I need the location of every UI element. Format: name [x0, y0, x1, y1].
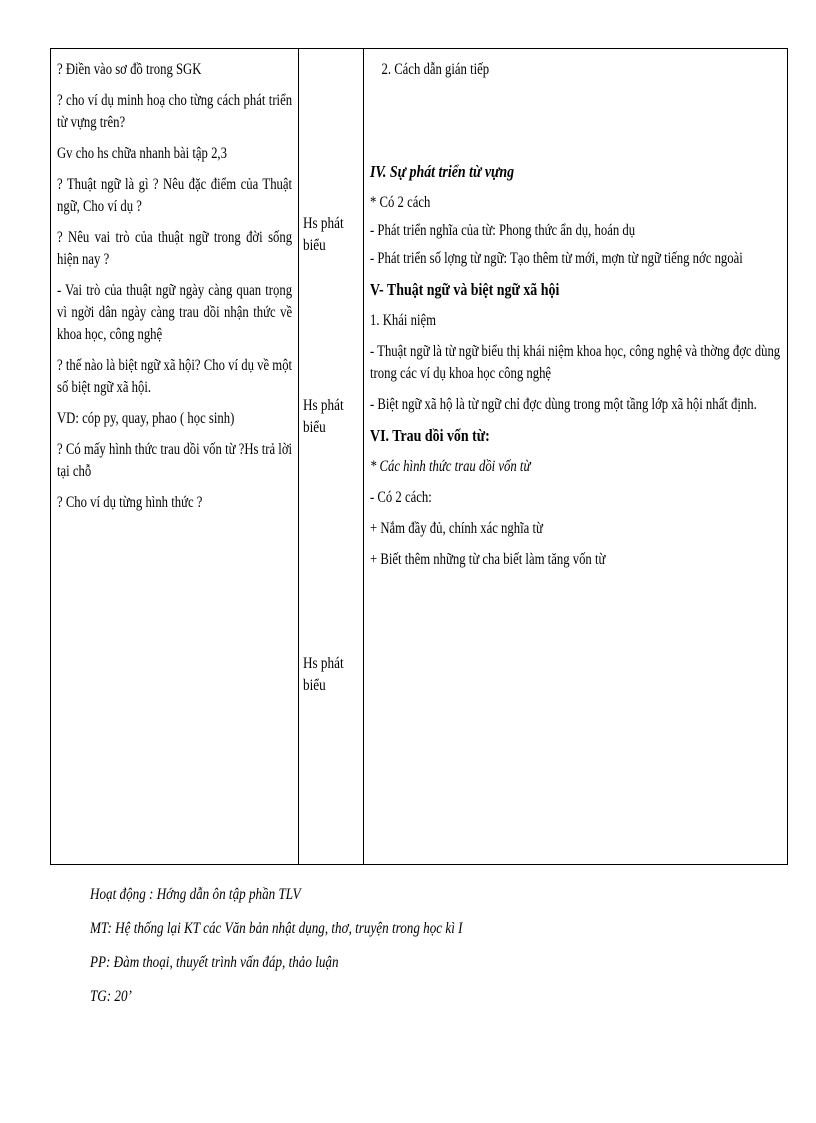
content-line: - Có 2 cách:	[370, 489, 432, 506]
content-line: + Nắm đầy đủ, chính xác nghĩa từ	[370, 520, 543, 537]
activity-objective: MT: Hệ thống lại KT các Văn bản nhật dụng, thơ, truyện trong học kì I	[90, 920, 463, 937]
list-item: 2. Cách dẫn gián tiếp	[381, 61, 490, 78]
content-line: + Biết thêm những từ cha biết làm tăng vốn từ	[370, 551, 606, 568]
question-text: ? Nêu vai trò của thuật ngữ trong đời sống hiện nay ?	[57, 229, 293, 268]
content-line: - Biệt ngữ xã hộ là từ ngữ chỉ đợc dùng trong một tầng lớp xã hội nhất định.	[370, 396, 757, 413]
question-text: ? Có mấy hình thức trau dồi vốn từ ?Hs trả lời tại chỗ	[57, 441, 293, 480]
student-activity-text: Hs phát biểu	[303, 215, 344, 254]
section-heading: V- Thuật ngữ và biệt ngữ xã hội	[370, 280, 560, 299]
section-heading: IV. Sự phát triển từ vựng	[370, 162, 515, 181]
content-line: - Phát triển số lợng từ ngữ: Tạo thêm từ mới, mợn từ ngữ tiếng nớc ngoài	[370, 250, 743, 267]
activity-time: TG: 20’	[90, 988, 132, 1005]
content-line: - Phát triển nghĩa của từ: Phong thức ẩn dụ, hoán dụ	[370, 222, 636, 239]
activity-footer	[90, 884, 770, 1020]
student-activity-text: Hs phát biểu	[303, 397, 344, 436]
question-text: ? cho ví dụ minh hoạ cho từng cách phát triển từ vựng trên?	[57, 92, 293, 131]
answer-text: - Vai trò của thuật ngữ ngày càng quan trọng vì ngời dân ngày càng trau dồi nhận thức về khoa học, công nghệ	[57, 282, 293, 343]
activity-title: Hoạt động : Hớng dẫn ôn tập phần TLV	[90, 886, 301, 903]
section-heading: VI. Trau dồi vốn từ:	[370, 426, 490, 445]
content-line: - Thuật ngữ là từ ngữ biểu thị khái niệm khoa học, công nghệ và thờng đợc dùng trong các ví dụ khoa học công nghệ	[370, 343, 781, 382]
question-text: ? Thuật ngữ là gì ? Nêu đặc điểm của Thuật ngữ, Cho ví dụ ?	[57, 176, 293, 215]
content-line: * Có 2 cách	[370, 194, 431, 211]
section-subheading: * Các hình thức trau dồi vốn từ	[370, 458, 531, 475]
question-text: ? Điền vào sơ đồ trong SGK	[57, 61, 202, 78]
lesson-table	[50, 48, 788, 865]
activity-method: PP: Đàm thoại, thuyết trình vấn đáp, thảo luận	[90, 954, 339, 971]
teacher-activity-column	[51, 49, 298, 864]
student-activity-column	[299, 49, 363, 864]
content-column	[364, 49, 788, 864]
student-activity-text: Hs phát biểu	[303, 655, 344, 694]
content-line: 1. Khái niệm	[370, 312, 437, 329]
example-text: VD: cóp py, quay, phao ( học sinh)	[57, 410, 235, 427]
instruction-text: Gv cho hs chữa nhanh bài tập 2,3	[57, 145, 227, 162]
question-text: ? Cho ví dụ từng hình thức ?	[57, 494, 203, 511]
question-text: ? thế nào là biệt ngữ xã hội? Cho ví dụ về một số biệt ngữ xã hội.	[57, 357, 293, 396]
